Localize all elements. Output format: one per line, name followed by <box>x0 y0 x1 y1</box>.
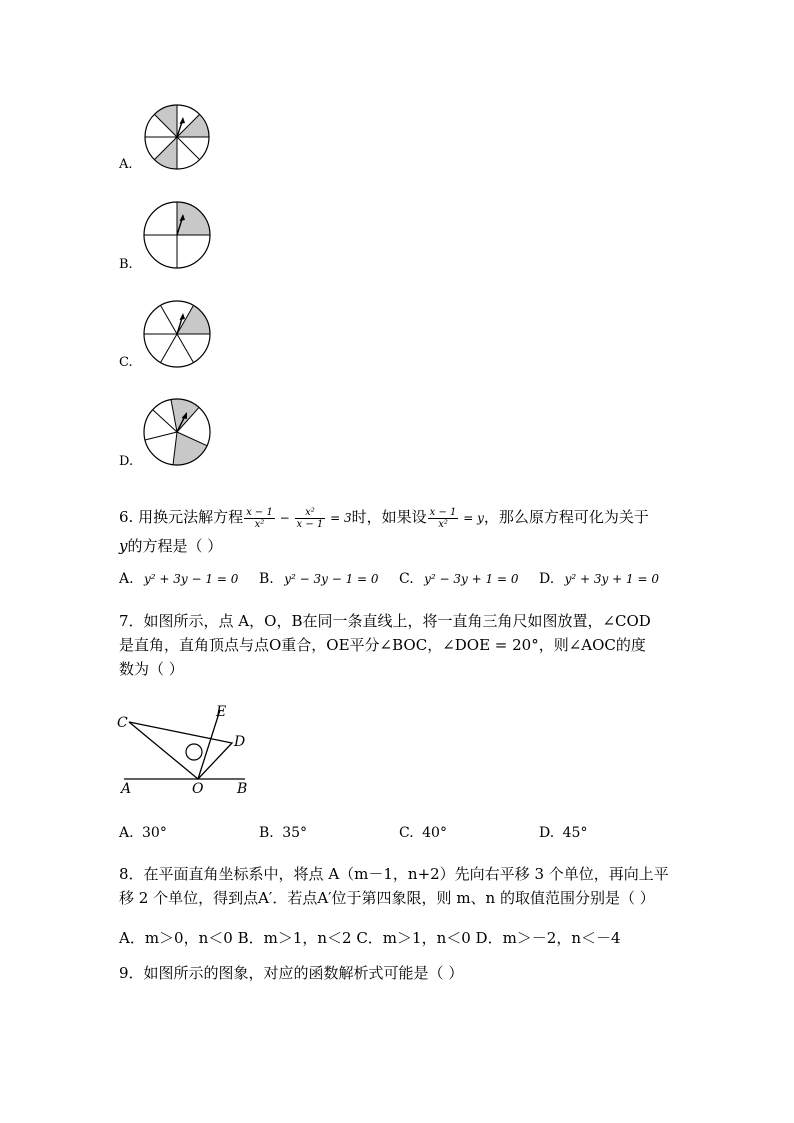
question-6-line-1 <box>119 505 649 530</box>
question-7-line-2: 是直角，直角顶点与点O重合，OE平分∠BOC，∠DOE = 20°，则∠AOC的度 <box>119 636 646 654</box>
fraction-3: $\frac{x - 1}{\text{x²}}$ <box>429 506 457 530</box>
spinner-b-figure <box>142 200 212 270</box>
option-label: B. <box>259 571 274 587</box>
ray-oe <box>198 710 220 779</box>
option-label: C. <box>399 825 414 841</box>
label-o: O <box>192 781 204 797</box>
ruler-hole <box>186 744 202 760</box>
option-expression: y² − 3y + 1 = 0 <box>424 572 519 586</box>
question-text: 用换元法解方程 <box>138 508 244 526</box>
triangle-ruler <box>129 722 232 779</box>
option-label: A. <box>119 825 134 841</box>
option-value: 35° <box>282 825 308 841</box>
spinner-a-figure <box>142 103 212 171</box>
label-d: D <box>234 734 246 750</box>
option-label: A. <box>119 571 134 587</box>
question-number: 6. <box>119 508 134 526</box>
option-label: D. <box>119 454 134 469</box>
fraction-1: $\frac{x - 1}{\text{x²}}$ <box>246 506 273 530</box>
option-expression: y² + 3y − 1 = 0 <box>144 572 239 586</box>
label-b: B <box>237 781 248 797</box>
question-7-line-3: 数为（ ） <box>119 660 184 678</box>
q7-option-c[interactable] <box>399 825 447 841</box>
q6-option-b[interactable] <box>259 571 379 587</box>
question-7-line-1: 7．如图所示，点 A，O，B在同一条直线上，将一直角三角尺如图放置，∠COD <box>119 612 651 630</box>
question-text: ，那么原方程可化为关于 <box>483 508 649 526</box>
q7-option-d[interactable] <box>539 825 587 841</box>
option-label: C. <box>399 571 414 587</box>
angle-figure <box>112 700 272 800</box>
question-9-line-1: 9．如图所示的图象，对应的函数解析式可能是（ ） <box>119 964 464 982</box>
spinner-c-figure <box>142 299 212 369</box>
q6-option-d[interactable] <box>539 571 659 587</box>
question-text: 时，如果设 <box>351 508 427 526</box>
q6-option-c[interactable] <box>399 571 518 587</box>
minus-sign: − <box>275 511 294 525</box>
q6-option-a[interactable] <box>119 571 238 587</box>
label-c: C <box>117 715 128 731</box>
option-value: 45° <box>562 825 588 841</box>
equals-three: = 3 <box>326 511 352 525</box>
option-label: D. <box>539 571 555 587</box>
q7-option-b[interactable] <box>259 825 307 841</box>
q7-option-a[interactable] <box>119 825 167 841</box>
label-e: E <box>216 704 227 720</box>
q8-options[interactable]: A．m＞0，n＜0 B．m＞1，n＜2 C．m＞1，n＜0 D．m＞－2，n＜－4 <box>119 929 621 947</box>
option-expression: y² + 3y + 1 = 0 <box>564 572 659 586</box>
option-value: 30° <box>142 825 167 841</box>
question-6-line-2 <box>119 534 222 558</box>
equals-y: = y <box>459 511 484 525</box>
label-a: A <box>121 781 132 797</box>
option-label: B. <box>119 257 133 272</box>
spinner-d-figure <box>142 397 212 467</box>
option-value: 40° <box>422 825 447 841</box>
question-8-line-1: 8．在平面直角坐标系中，将点 A（m－1，n+2）先向右平移 3 个单位，再向上平 <box>119 865 669 883</box>
option-label: A. <box>119 157 133 172</box>
variable-y: y <box>119 537 128 555</box>
option-label: D. <box>539 825 555 841</box>
option-label: C. <box>119 355 133 370</box>
fraction-2: $\frac{\text{x²}}{x - 1}$ <box>296 506 324 530</box>
option-label: B. <box>259 825 274 841</box>
question-8-line-2: 移 2 个单位，得到点A′．若点A′位于第四象限，则 m、n 的取值范围分别是（ ） <box>119 889 655 907</box>
question-text: 的方程是（ ） <box>127 537 223 555</box>
option-expression: y² − 3y − 1 = 0 <box>284 572 379 586</box>
